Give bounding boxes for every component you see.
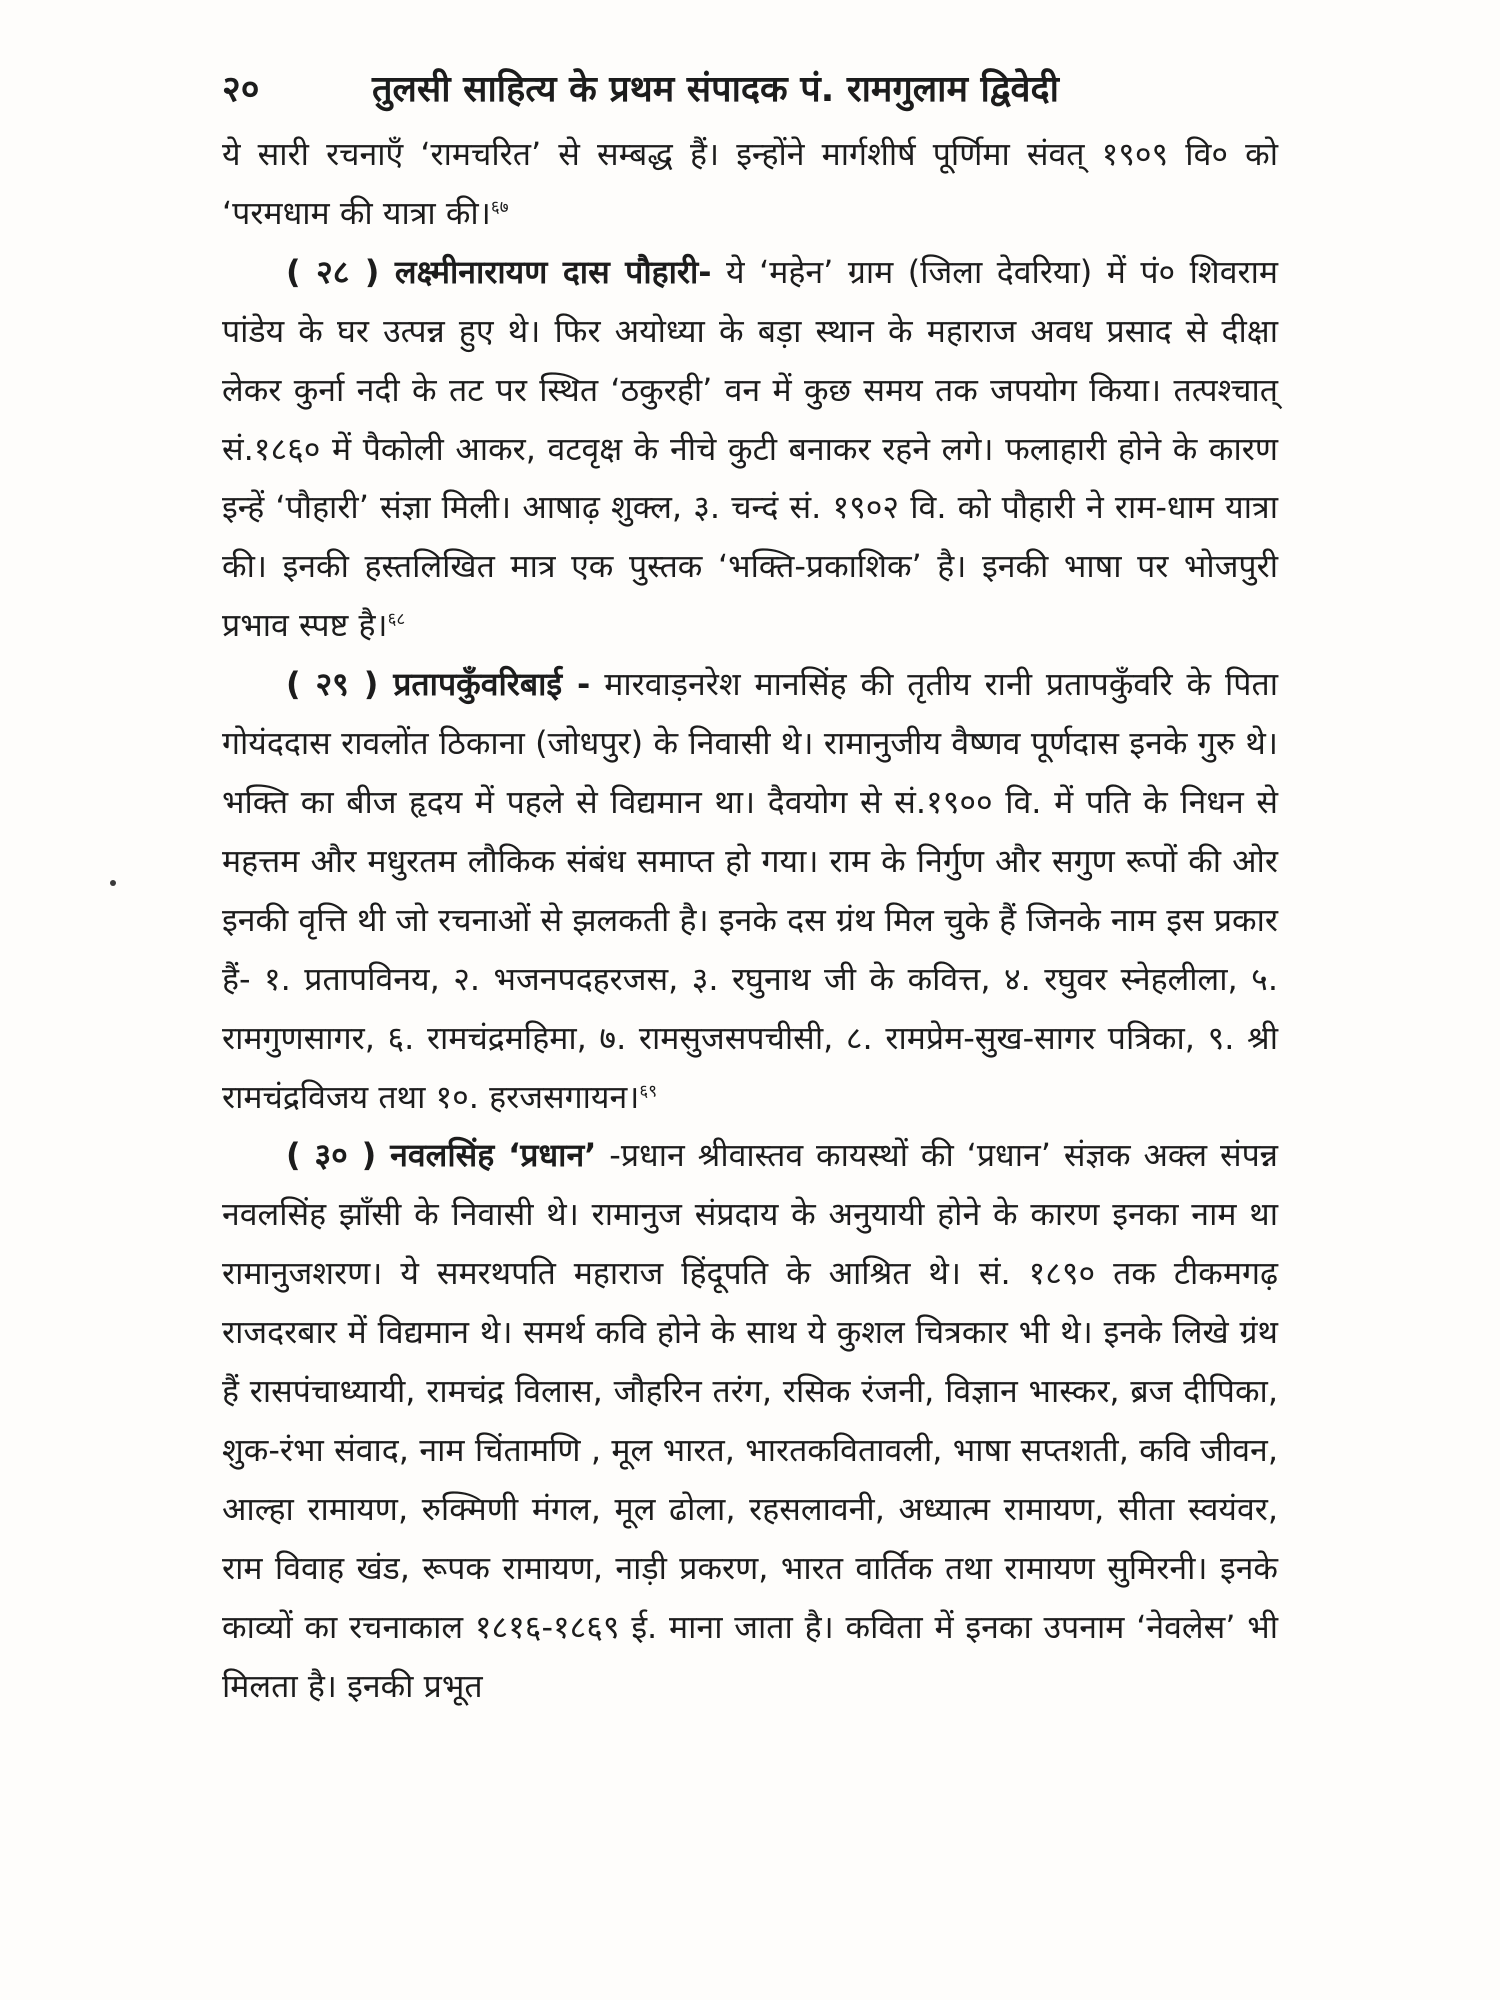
paragraph-text: मारवाड़नरेश मानसिंह की तृतीय रानी प्रतापकुँवरि के पिता गोयंददास रावलोंत ठिकाना (जोधपुर) के निवासी थे। रामानुजीय वैष्णव पूर्णदास इनके गुरु थे। भक्ति का बीज हृदय में पहले से विद्यमान था। दैवयोग से सं.१९०० वि. में पति के निधन से महत्तम और मधुरतम लौकिक संबंध समाप्त हो गया। राम के निर्गुण और सगुण रूपों की ओर इनकी वृत्ति थी जो रचनाओं से झलकती है। इनके दस ग्रंथ मिल चुके हैं जिनके नाम इस प्रकार हैं- १. प्रतापविनय, २. भजनपदहरजस, ३. रघुनाथ जी के कवित्त, ४. रघुवर स्नेहलीला, ५. रामगुणसागर, ६. रामचंद्रमहिमा, ७. रामसुजसपचीसी, ८. रामप्रेम-सुख-सागर पत्रिका, ९. श्री रामचंद्रविजय तथा १०. हरजसगायन। bbox=[222, 665, 1278, 1116]
paragraph-entry-30 bbox=[222, 1126, 1278, 1715]
paragraph-text: ये सारी रचनाएँ ‘रामचरित’ से सम्बद्ध हैं। इन्होंने मार्गशीर्ष पूर्णिमा संवत् १९०९ वि० को ‘परमधाम की यात्रा की। bbox=[222, 135, 1278, 232]
paragraph-entry-29 bbox=[222, 655, 1278, 1126]
page-number: २० bbox=[222, 69, 260, 110]
entry-heading: ( ३० ) नवलसिंह ‘प्रधान’ bbox=[286, 1136, 597, 1175]
body-text bbox=[222, 125, 1278, 1715]
paragraph-text: -प्रधान श्रीवास्तव कायस्थों की ‘प्रधान’ संज्ञक अक्ल संपन्न नवलसिंह झाँसी के निवासी थे। रामानुज संप्रदाय के अनुयायी होने के कारण इनका नाम था रामानुजशरण। ये समरथपति महाराज हिंदूपति के आश्रित थे। सं. १८९० तक टीकमगढ़ राजदरबार में विद्यमान थे। समर्थ कवि होने के साथ ये कुशल चित्रकार भी थे। इनके लिखे ग्रंथ हैं रासपंचाध्यायी, रामचंद्र विलास, जौहरिन तरंग, रसिक रंजनी, विज्ञान भास्कर, ब्रज दीपिका, शुक-रंभा संवाद, नाम चिंतामणि , मूल भारत, भारतकवितावली, भाषा सप्तशती, कवि जीवन, आल्हा रामायण, रुक्मिणी मंगल, मूल ढोला, रहसलावनी, अध्यात्म रामायण, सीता स्वयंवर, राम विवाह खंड, रूपक रामायण, नाड़ी प्रकरण, भारत वार्तिक तथा रामायण सुमिरनी। इनके काव्यों का रचनाकाल १८१६-१८६९ ई. माना जाता है। कविता में इनका उपनाम ‘नेवलेस’ भी मिलता है। इनकी प्रभूत bbox=[222, 1136, 1278, 1705]
margin-mark bbox=[110, 880, 116, 886]
paragraph-continuation bbox=[222, 125, 1278, 243]
footnote-marker: ६७ bbox=[490, 197, 509, 218]
entry-heading: ( २८ ) लक्ष्मीनारायण दास पौहारी- bbox=[286, 252, 712, 291]
entry-heading: ( २९ ) प्रतापकुँवरिबाई - bbox=[286, 665, 591, 704]
page-header bbox=[222, 62, 1278, 118]
footnote-marker: ६८ bbox=[387, 609, 406, 630]
footnote-marker: ६९ bbox=[639, 1080, 658, 1101]
paragraph-text: ये ‘महेन’ ग्राम (जिला देवरिया) में पं० शिवराम पांडेय के घर उत्पन्न हुए थे। फिर अयोध्या के बड़ा स्थान के महाराज अवध प्रसाद से दीक्षा लेकर कुर्ना नदी के तट पर स्थित ‘ठकुरही’ वन में कुछ समय तक जपयोग किया। तत्पश्चात् सं.१८६० में पैकोली आकर, वटवृक्ष के नीचे कुटी बनाकर रहने लगे। फलाहारी होने के कारण इन्हें ‘पौहारी’ संज्ञा मिली। आषाढ़ शुक्ल, ३. चन्दं सं. १९०२ वि. को पौहारी ने राम-धाम यात्रा की। इनकी हस्तलिखित मात्र एक पुस्तक ‘भक्ति-प्रकाशिक’ है। इनकी भाषा पर भोजपुरी प्रभाव स्पष्ट है। bbox=[222, 252, 1278, 645]
paragraph-entry-28 bbox=[222, 243, 1278, 655]
running-title: तुलसी साहित्य के प्रथम संपादक पं. रामगुलाम द्विवेदी bbox=[372, 69, 1059, 110]
